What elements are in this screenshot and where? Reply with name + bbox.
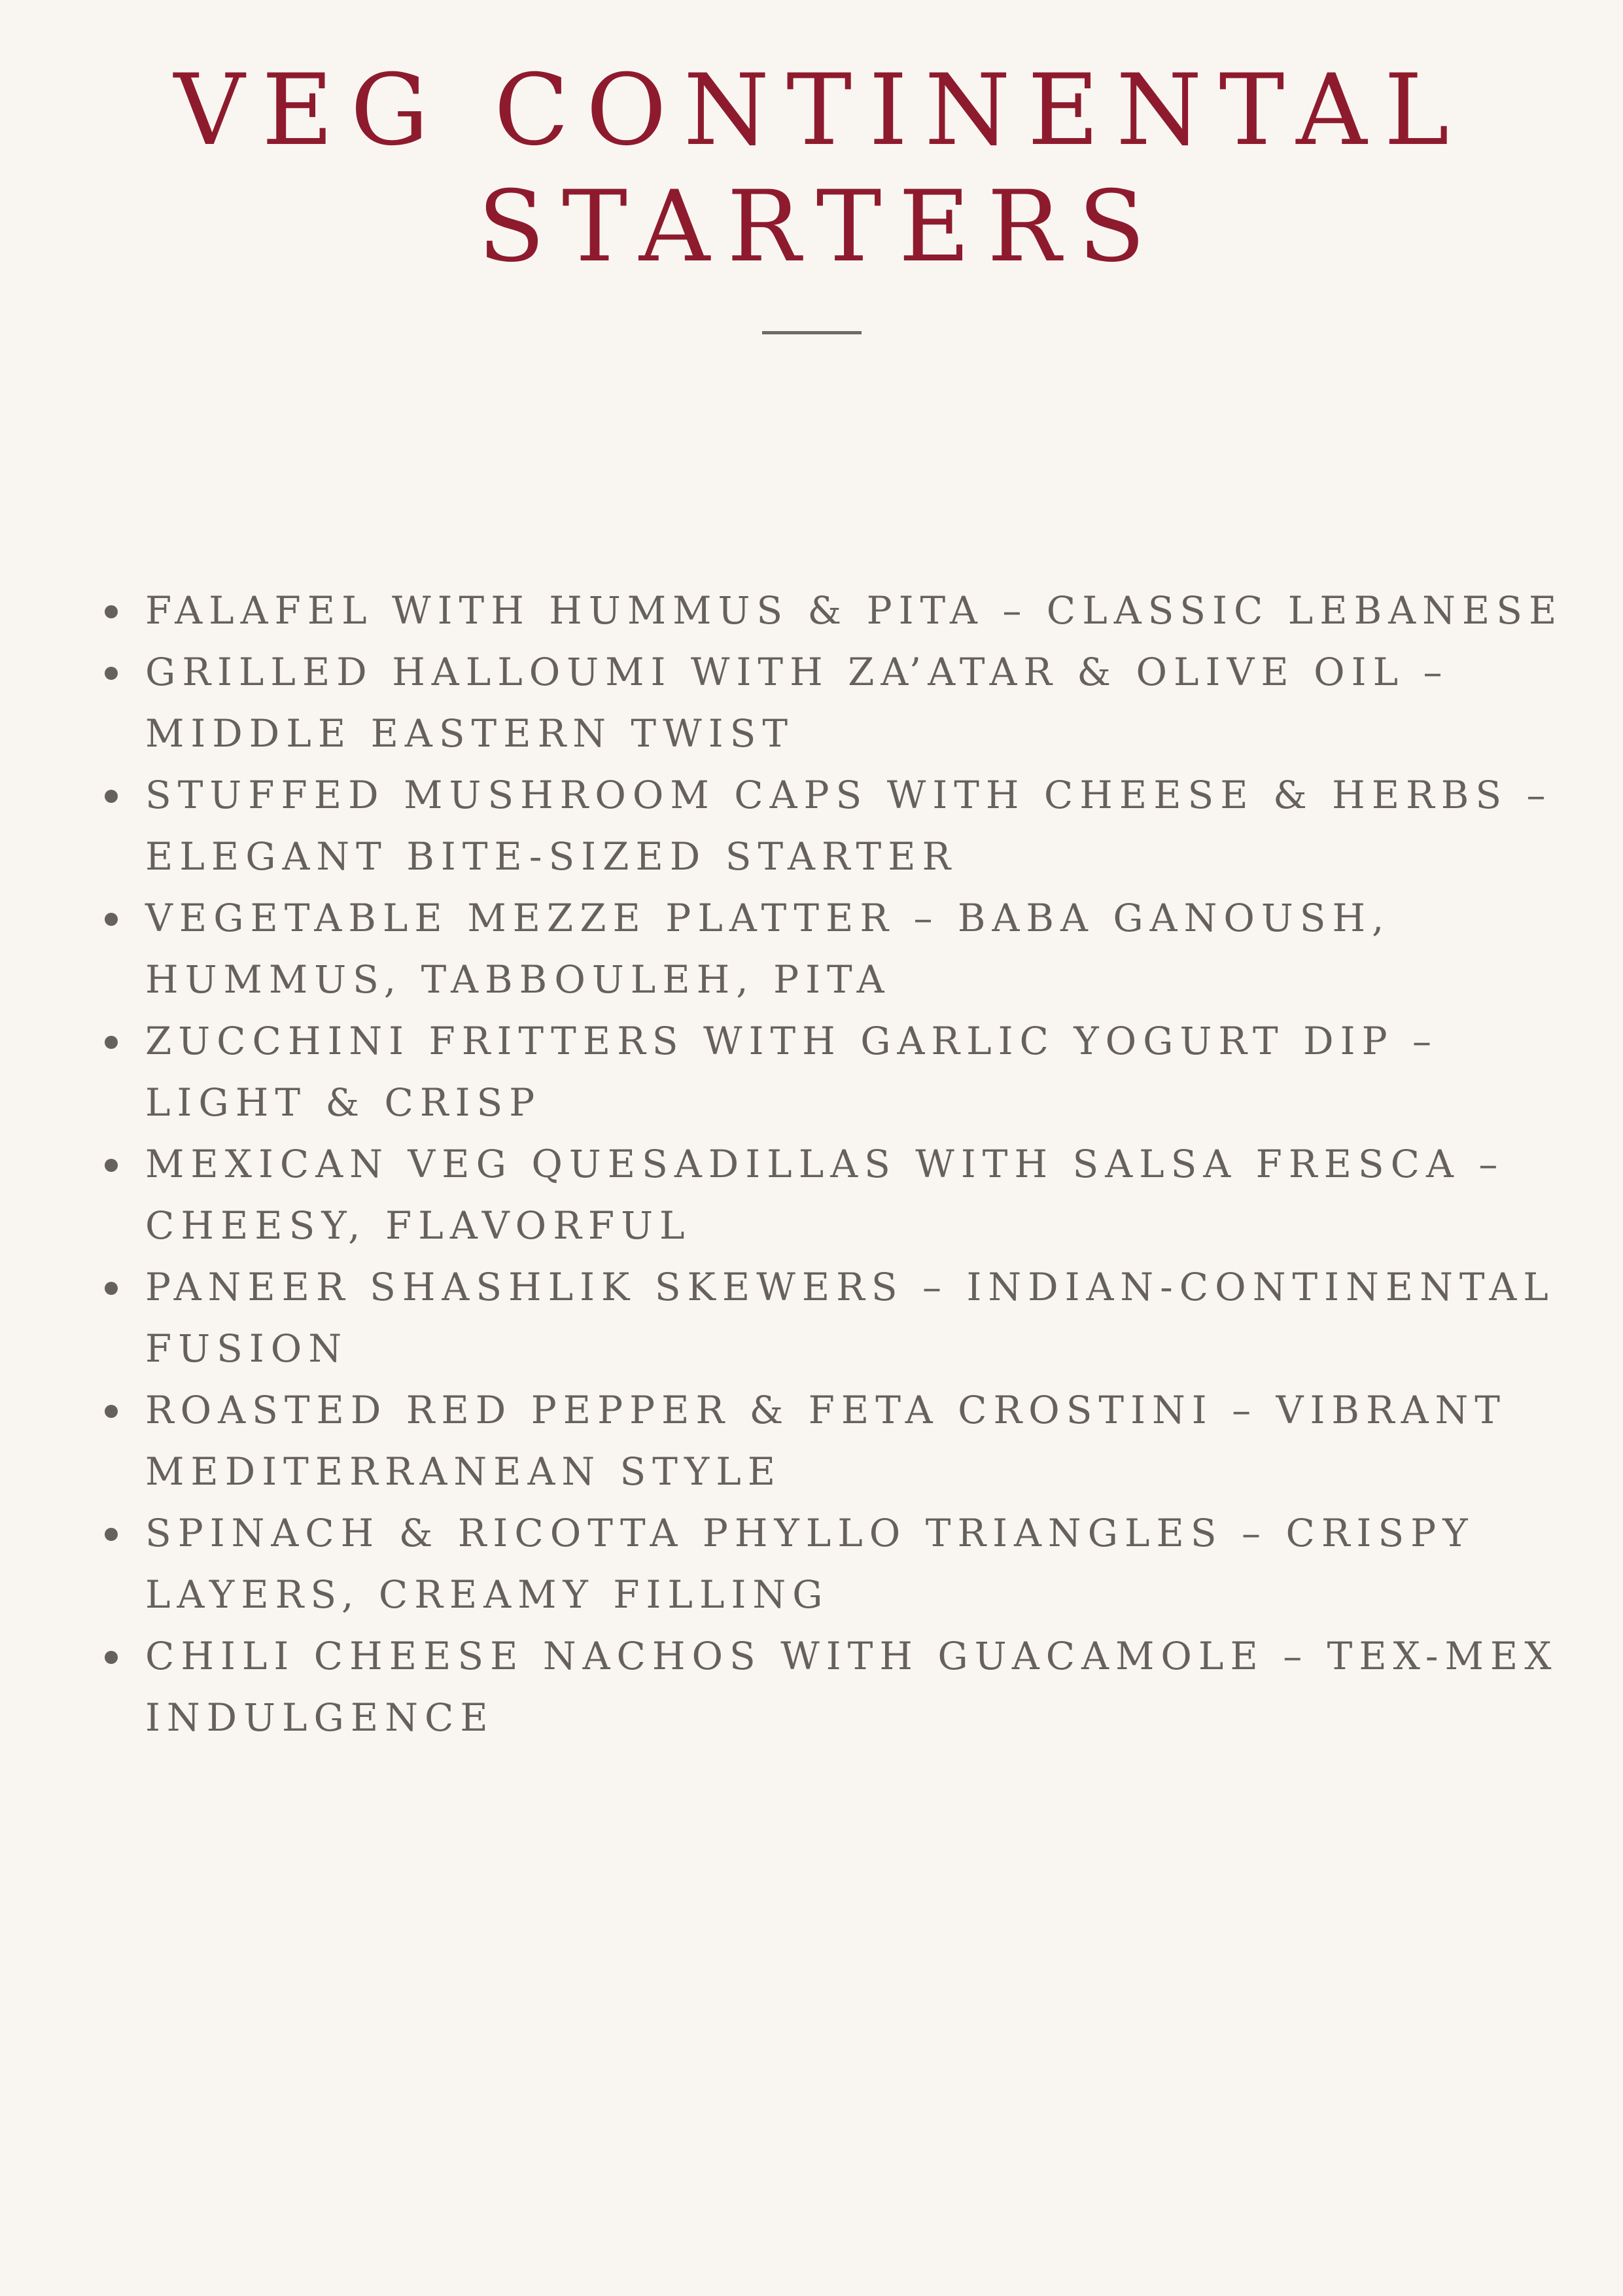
starters-list — [105, 580, 1563, 1748]
list-item — [105, 764, 1563, 887]
list-item — [105, 1256, 1563, 1379]
list-item — [105, 1379, 1563, 1502]
bullet-icon — [105, 790, 118, 803]
list-item-line: MEXICAN VEG QUESADILLAS WITH SALSA FRESCA – — [145, 1142, 1505, 1186]
list-item-line: FUSION — [145, 1326, 349, 1371]
list-item-line: SPINACH & RICOTTA PHYLLO TRIANGLES – CRISPY — [145, 1511, 1475, 1555]
bullet-icon — [105, 605, 118, 618]
list-item-line: PANEER SHASHLIK SKEWERS – INDIAN-CONTINENTAL — [145, 1265, 1555, 1309]
list-item-line: INDULGENCE — [145, 1695, 495, 1740]
page-title — [0, 52, 1623, 285]
bullet-icon — [105, 1405, 118, 1418]
bullet-icon — [105, 667, 118, 680]
list-item-line: VEGETABLE MEZZE PLATTER – BABA GANOUSH, — [145, 896, 1391, 940]
list-item-line: ELEGANT BITE-SIZED STARTER — [145, 834, 958, 879]
list-item — [105, 1502, 1563, 1625]
list-item — [105, 641, 1563, 764]
bullet-icon — [105, 1036, 118, 1049]
page-title-line-2: STARTERS — [478, 170, 1162, 284]
page-title-line-1: VEG CONTINENTAL — [173, 54, 1467, 168]
list-item — [105, 580, 1563, 641]
bullet-icon — [105, 1528, 118, 1541]
bullet-icon — [105, 913, 118, 926]
list-item-line: LIGHT & CRISP — [145, 1080, 542, 1125]
list-item-line: FALAFEL WITH HUMMUS & PITA – CLASSIC LEBANESE — [145, 588, 1563, 633]
title-divider — [762, 331, 862, 334]
list-item-line: ROASTED RED PEPPER & FETA CROSTINI – VIBRANT — [145, 1388, 1507, 1432]
list-item — [105, 887, 1563, 1010]
bullet-icon — [105, 1159, 118, 1172]
list-item — [105, 1010, 1563, 1133]
list-item-line: LAYERS, CREAMY FILLING — [145, 1572, 829, 1617]
list-item — [105, 1133, 1563, 1256]
list-item-line: CHILI CHEESE NACHOS WITH GUACAMOLE – TEX-MEX — [145, 1634, 1558, 1678]
bullet-icon — [105, 1282, 118, 1295]
list-item-line: GRILLED HALLOUMI WITH ZA’ATAR & OLIVE OIL – — [145, 650, 1449, 694]
list-item-line: MIDDLE EASTERN TWIST — [145, 711, 795, 756]
bullet-icon — [105, 1651, 118, 1664]
list-item-line: STUFFED MUSHROOM CAPS WITH CHEESE & HERBS – — [145, 773, 1552, 817]
list-item — [105, 1625, 1563, 1748]
list-item-line: ZUCCHINI FRITTERS WITH GARLIC YOGURT DIP – — [145, 1019, 1439, 1063]
list-item-line: CHEESY, FLAVORFUL — [145, 1203, 691, 1248]
list-item-line: MEDITERRANEAN STYLE — [145, 1449, 782, 1494]
list-item-line: HUMMUS, TABBOULEH, PITA — [145, 957, 891, 1002]
